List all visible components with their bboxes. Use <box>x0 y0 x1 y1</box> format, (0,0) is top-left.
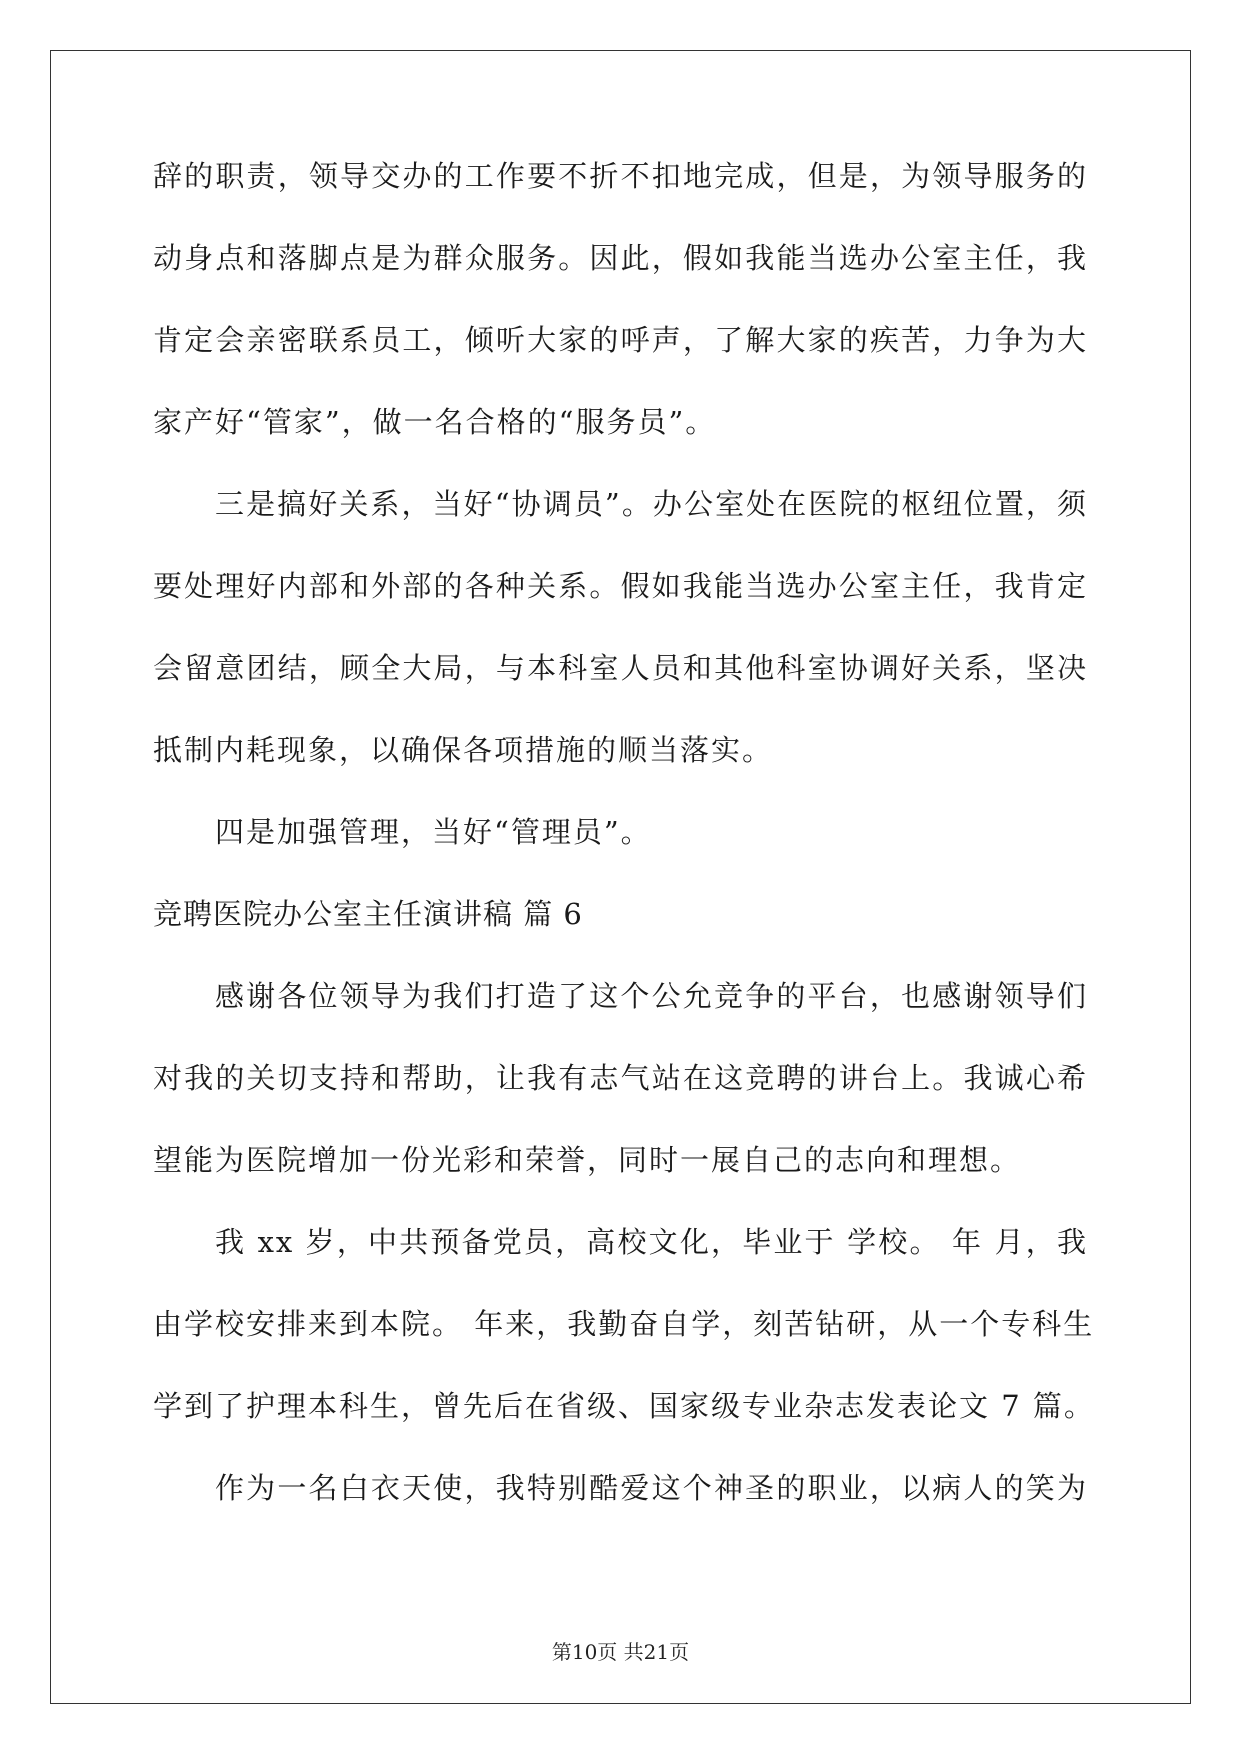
section-heading: 竞聘医院办公室主任演讲稿 篇 6 <box>153 897 583 931</box>
text-line: 要处理好内部和外部的各种关系。假如我能当选办公室主任，我肯定 <box>153 569 1088 603</box>
page-number-footer: 第10页 共21页 <box>551 1640 690 1664</box>
text-line: 学到了护理本科生，曾先后在省级、国家级专业杂志发表论文 7 篇。 <box>153 1389 1095 1423</box>
text-line: 望能为医院增加一份光彩和荣誉，同时一展自己的志向和理想。 <box>153 1143 1022 1177</box>
text-line: 辞的职责，领导交办的工作要不折不扣地完成，但是，为领导服务的 <box>153 159 1088 193</box>
document-body <box>153 159 1095 1554</box>
text-line: 会留意团结，顾全大局，与本科室人员和其他科室协调好关系，坚决 <box>153 651 1088 685</box>
text-line: 家产好“管家”，做一名合格的“服务员”。 <box>153 405 717 439</box>
text-line: 肯定会亲密联系员工，倾听大家的呼声，了解大家的疾苦，力争为大 <box>153 323 1088 357</box>
paragraph-start-line: 四是加强管理，当好“管理员”。 <box>215 815 652 849</box>
paragraph-start-line: 三是搞好关系，当好“协调员”。办公室处在医院的枢纽位置，须 <box>215 487 1088 521</box>
text-line: 抵制内耗现象，以确保各项措施的顺当落实。 <box>153 733 774 767</box>
paragraph-start-line: 感谢各位领导为我们打造了这个公允竞争的平台，也感谢领导们 <box>215 979 1088 1013</box>
text-line: 对我的关切支持和帮助，让我有志气站在这竞聘的讲台上。我诚心希 <box>153 1061 1088 1095</box>
text-line: 由学校安排来到本院。 年来，我勤奋自学，刻苦钻研，从一个专科生 <box>153 1307 1095 1341</box>
paragraph-start-line: 我 xx 岁，中共预备党员，高校文化，毕业于 学校。 年 月，我 <box>215 1225 1088 1259</box>
paragraph-start-line: 作为一名白衣天使，我特别酷爱这个神圣的职业，以病人的笑为 <box>215 1471 1088 1505</box>
text-line: 动身点和落脚点是为群众服务。因此，假如我能当选办公室主任，我 <box>153 241 1088 275</box>
